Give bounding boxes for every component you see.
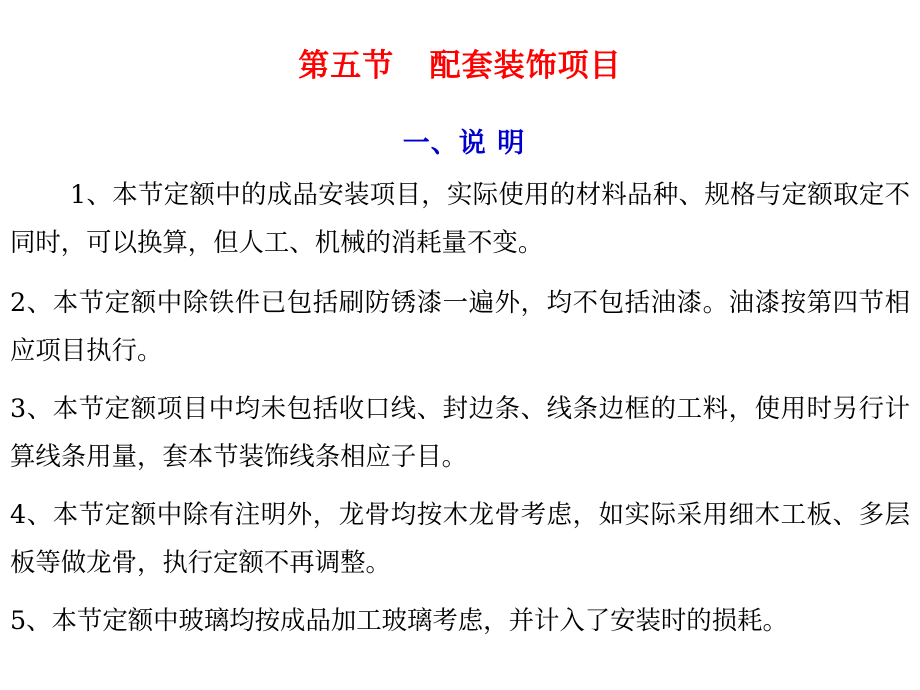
note-paragraph-1: 1、本节定额中的成品安装项目，实际使用的材料品种、规格与定额取定不同时，可以换算，但人工、机械的消耗量不变。 <box>10 179 910 257</box>
note-paragraph-3: 3、本节定额项目中均未包括收口线、封边条、线条边框的工料，使用时另行计算线条用量，套本节装饰线条相应子目。 <box>10 393 910 471</box>
section-title: 第五节 配套装饰项目 <box>298 48 622 84</box>
note-paragraph-5: 5、本节定额中玻璃均按成品加工玻璃考虑，并计入了安装时的损耗。 <box>10 605 788 635</box>
subsection-heading: 一、说 明 <box>402 128 526 159</box>
note-paragraph-2: 2、本节定额中除铁件已包括刷防锈漆一遍外，均不包括油漆。油漆按第四节相应项目执行。 <box>10 287 910 365</box>
note-paragraph-4: 4、本节定额中除有注明外，龙骨均按木龙骨考虑，如实际采用细木工板、多层板等做龙骨，执行定额不再调整。 <box>10 499 910 577</box>
